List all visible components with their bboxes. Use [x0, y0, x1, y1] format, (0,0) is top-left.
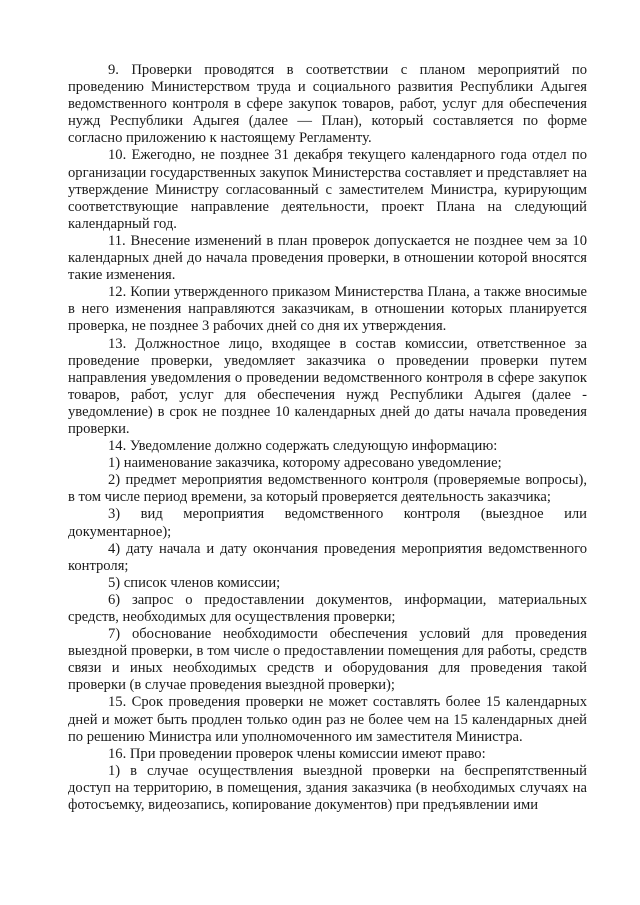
list-item-3: 3) вид мероприятия ведомственного контроля (выездное или документарное);	[68, 506, 587, 540]
list-item-7: 7) обоснование необходимости обеспечения условий для проведения выездной проверки, в том числе о предоставлении помещения для работы, средств связи и иных необходимых средств и оборудования для проведения такой проверки (в случае проведения выездной проверки);	[68, 626, 587, 694]
paragraph-12: 12. Копии утвержденного приказом Министерства Плана, а также вносимые в него изменения направляются заказчикам, в отношении которых планируется проверка, не позднее 3 рабочих дней со дня их утверждения.	[68, 284, 587, 335]
paragraph-9: 9. Проверки проводятся в соответствии с планом мероприятий по проведению Министерством труда и социального развития Республики Адыгея ведомственного контроля в сфере закупок товаров, работ, услуг для обеспечения нужд Республики Адыгея (далее — План), который составляется по форме согласно приложению к настоящему Регламенту.	[68, 62, 587, 147]
list-item-4: 4) дату начала и дату окончания проведения мероприятия ведомственного контроля;	[68, 540, 587, 574]
list-item-1: 1) наименование заказчика, которому адресовано уведомление;	[108, 455, 502, 472]
paragraph-14: 14. Уведомление должно содержать следующую информацию:	[108, 438, 498, 455]
paragraph-13: 13. Должностное лицо, входящее в состав комиссии, ответственное за проведение проверки, уведомляет заказчика о проведении проверки путем направления уведомления о проведении ведомственного контроля в сфере закупок товаров, работ, услуг для обеспечения нужд Республики Адыгея (далее - уведомление) в срок не позднее 10 календарных дней до даты начала проведения проверки.	[68, 335, 587, 437]
rights-item-1: 1) в случае осуществления выездной проверки на беспрепятственный доступ на территорию, в помещения, здания заказчика (в необходимых случаях на фотосъемку, видеозапись, копирование документов) при предъявлении ими	[68, 762, 587, 814]
list-item-6: 6) запрос о предоставлении документов, информации, материальных средств, необходимых для осуществления проверки;	[68, 591, 587, 625]
paragraph-16: 16. При проведении проверок члены комиссии имеют право:	[108, 745, 486, 762]
document-page	[68, 62, 587, 814]
paragraph-11: 11. Внесение изменений в план проверок допускается не позднее чем за 10 календарных дней до начала проведения проверки, в отношении которой вносятся такие изменения.	[68, 232, 587, 284]
paragraph-10: 10. Ежегодно, не позднее 31 декабря текущего календарного года отдел по организации государственных закупок Министерства составляет и представляет на утверждение Министру согласованный с заместителем Министра, курирующим соответствующие направление деятельности, проект Плана на следующий календарный год.	[68, 147, 587, 232]
list-item-5: 5) список членов комиссии;	[108, 574, 281, 591]
list-item-2: 2) предмет мероприятия ведомственного контроля (проверяемые вопросы), в том числе период времени, за который проверяется деятельность заказчика;	[68, 472, 587, 506]
paragraph-15: 15. Срок проведения проверки не может составлять более 15 календарных дней и может быть продлен только один раз не более чем на 15 календарных дней по решению Министра или уполномоченного им заместителя Министра.	[68, 694, 587, 745]
